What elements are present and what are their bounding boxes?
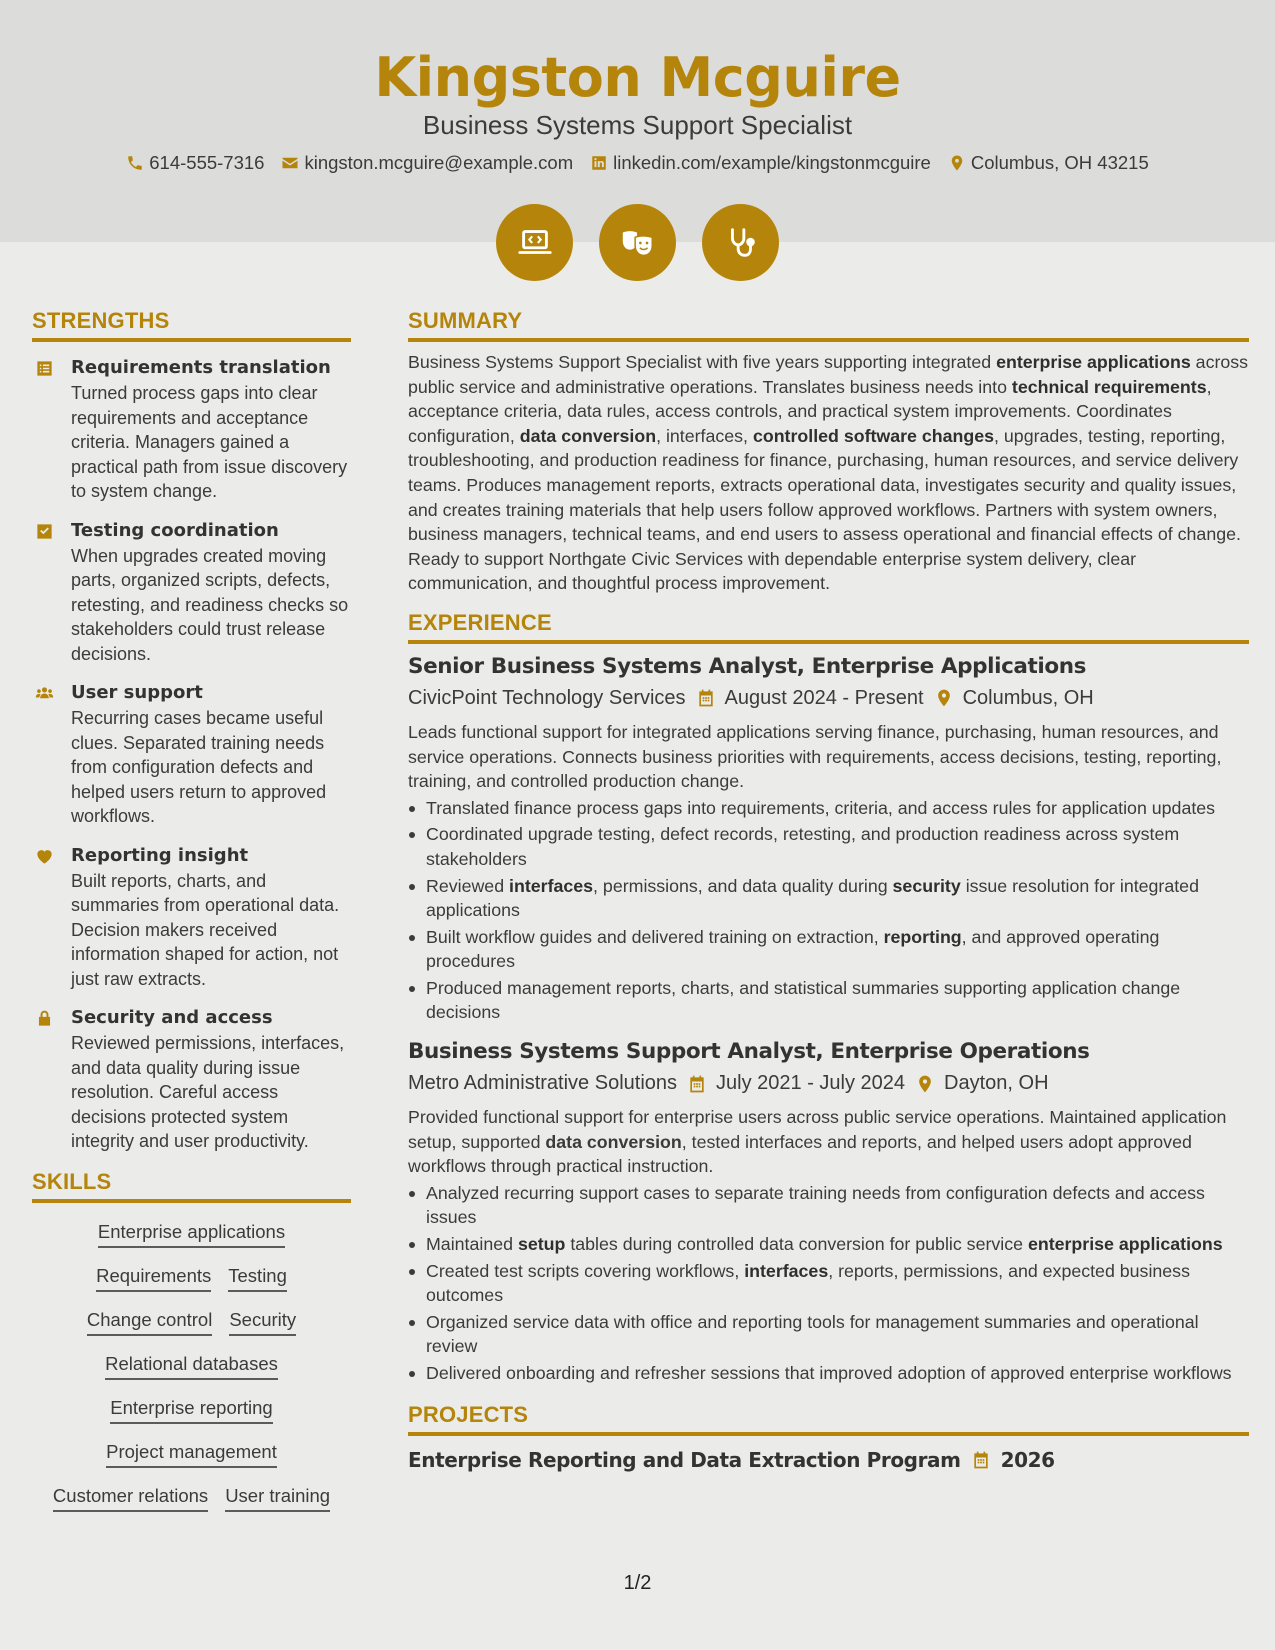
text-segment: Translated finance process gaps into requirements, criteria, and access rules for application updates <box>426 797 1216 818</box>
strength-item <box>32 844 351 992</box>
laptop-code-badge <box>496 204 573 281</box>
summary-heading: SUMMARY <box>408 308 1249 342</box>
text-segment: issue resolution for integrated applications <box>426 875 1199 921</box>
job-position: Senior Business Systems Analyst, Enterprise Applications <box>408 653 1087 679</box>
text-segment: , reports, permissions, and expected business outcomes <box>426 1260 1190 1306</box>
bold-keyword: interfaces <box>509 875 594 896</box>
left-column <box>32 308 351 1529</box>
text-segment: Produced management reports, charts, and statistical summaries supporting application change decisions <box>426 977 1181 1023</box>
job-position: Business Systems Support Analyst, Enterprise Operations <box>408 1039 1090 1065</box>
strength-title: User support <box>71 682 203 703</box>
theater-masks-icon <box>619 224 657 262</box>
text-segment: tables during controlled data conversion for public service <box>565 1234 1028 1255</box>
text-segment: Reviewed <box>426 875 510 896</box>
text-segment: Provided functional support for enterprise users across public service operations. Maintained application setup, supported <box>408 1107 1227 1152</box>
strengths-heading: STRENGTHS <box>32 308 351 342</box>
bold-keyword: security <box>892 875 961 896</box>
job-bullet <box>408 1181 1249 1230</box>
contact-bar <box>0 152 1275 174</box>
contact-email[interactable] <box>281 152 573 174</box>
skills-heading: SKILLS <box>32 1169 351 1203</box>
text-segment: , tested interfaces and reports, and helped users adopt approved workflows through practical instruction. <box>408 1131 1192 1177</box>
skill-tag: Customer relations <box>53 1485 208 1512</box>
skill-tag: Testing <box>228 1265 287 1292</box>
experience-heading: EXPERIENCE <box>408 610 1249 644</box>
job-bullet <box>408 822 1249 871</box>
text-segment: Leads functional support for integrated applications serving finance, purchasing, human resources, and service operations. Connects business priorities with requirements, access decisions, testing, reporting, training, and controlled production change. <box>408 721 1222 792</box>
job-entry <box>408 1039 1249 1386</box>
calendar-icon <box>971 1450 991 1470</box>
lock-icon <box>35 1009 54 1028</box>
skill-tag: Requirements <box>96 1265 211 1292</box>
contact-location-text: Columbus, OH 43215 <box>970 152 1149 173</box>
job-bullet <box>408 1232 1249 1257</box>
bold-keyword: enterprise applications <box>1027 1234 1223 1255</box>
bold-keyword: reporting <box>883 926 962 947</box>
project-year: 2026 <box>1000 1447 1055 1472</box>
candidate-name: Kingston Mcguire <box>374 46 901 109</box>
job-entry <box>408 654 1249 1025</box>
contact-linkedin[interactable] <box>590 152 931 174</box>
text-segment: Analyzed recurring support cases to separate training needs from configuration defects and access issues <box>426 1182 1205 1228</box>
laptop-code-icon <box>516 224 554 262</box>
text-segment: , and approved operating procedures <box>426 926 1160 972</box>
job-location: Columbus, OH <box>962 686 1094 709</box>
envelope-icon <box>281 154 299 172</box>
job-meta <box>408 1072 1249 1095</box>
job-dates: August 2024 - Present <box>724 686 924 709</box>
users-icon <box>33 684 56 703</box>
skill-tag: Change control <box>87 1309 212 1336</box>
job-bullet <box>408 1259 1249 1308</box>
strength-item <box>32 681 351 829</box>
strength-item <box>32 1006 351 1154</box>
strength-desc: Built reports, charts, and summaries from operational data. Decision makers received information shaped for action, not just raw extracts. <box>71 870 340 989</box>
list-icon <box>35 359 54 378</box>
contact-email-text: kingston.mcguire@example.com <box>304 152 574 173</box>
job-bullets <box>408 1181 1249 1386</box>
projects-heading: PROJECTS <box>408 1402 1249 1436</box>
skills-list <box>32 1221 351 1512</box>
skill-tag: Project management <box>106 1441 277 1468</box>
strength-title: Requirements translation <box>71 357 331 378</box>
text-segment: Built workflow guides and delivered training on extraction, <box>426 926 884 947</box>
job-company: CivicPoint Technology Services <box>408 686 686 709</box>
strength-item <box>32 356 351 504</box>
calendar-icon <box>696 688 716 708</box>
job-bullet <box>408 976 1249 1025</box>
contact-phone[interactable] <box>126 152 264 174</box>
text-segment: across public service and administrative operations. Translates business needs into <box>408 352 1249 397</box>
job-bullets <box>408 796 1249 1025</box>
strength-title: Testing coordination <box>71 519 279 541</box>
skill-tag: Relational databases <box>105 1353 278 1380</box>
contact-linkedin-text: linkedin.com/example/kingstonmcguire <box>613 152 931 173</box>
job-dates: July 2021 - July 2024 <box>716 1072 906 1095</box>
strengths-list <box>32 356 351 1154</box>
text-segment: Maintained <box>426 1234 518 1255</box>
page-indicator: 1/2 <box>623 1572 652 1594</box>
linkedin-icon <box>590 154 608 172</box>
job-bullet <box>408 1361 1249 1386</box>
text-segment: Created test scripts covering workflows, <box>426 1260 745 1281</box>
text-segment: Organized service data with office and reporting tools for management summaries and operational review <box>426 1311 1199 1357</box>
phone-icon <box>126 154 144 172</box>
bold-keyword: interfaces <box>744 1260 829 1281</box>
theater-masks-badge <box>599 204 676 281</box>
bold-keyword: setup <box>517 1234 566 1255</box>
text-segment: , upgrades, testing, reporting, troubleshooting, and production readiness for finance, purchasing, human resources, and service delivery teams. Produces management reports, extracts operational data, investigates security and quality issues, and creates training materials that help users follow approved workflows. Partners with system owners, business managers, technical teams, and end users to assess operational and financial effects of change. Ready to support Northgate Civic Services with dependable enterprise system delivery, clear communication, and thoughtful process improvement. <box>408 425 1241 594</box>
skill-tag: User training <box>225 1485 330 1512</box>
project-entry <box>408 1448 1249 1472</box>
job-company: Metro Administrative Solutions <box>408 1072 678 1095</box>
strength-desc: Reviewed permissions, interfaces, and data quality during issue resolution. Careful access decisions protected system integrity and user productivity. <box>71 1033 345 1151</box>
job-description <box>408 720 1249 794</box>
job-bullet <box>408 874 1249 923</box>
skill-tag: Enterprise applications <box>98 1221 285 1248</box>
contact-location <box>948 152 1149 174</box>
bold-keyword: technical requirements <box>1011 376 1207 397</box>
job-bullet <box>408 1310 1249 1359</box>
text-segment: Business Systems Support Specialist with five years supporting integrated <box>408 352 997 372</box>
strength-desc: Turned process gaps into clear requirements and acceptance criteria. Managers gained a practical path from issue discovery to system change. <box>71 383 348 501</box>
bold-keyword: data conversion <box>519 425 657 446</box>
job-bullet <box>408 796 1249 821</box>
map-pin-icon <box>948 154 966 172</box>
stethoscope-badge <box>702 204 779 281</box>
right-column <box>408 308 1249 1472</box>
skill-tag: Security <box>229 1309 296 1336</box>
interest-badges <box>0 204 1275 281</box>
stethoscope-icon <box>722 224 760 262</box>
strength-title: Security and access <box>71 1007 273 1028</box>
contact-phone-text: 614-555-7316 <box>149 152 265 173</box>
text-segment: , permissions, and data quality during <box>593 875 893 896</box>
project-title: Enterprise Reporting and Data Extraction Program <box>408 1447 961 1472</box>
text-segment: Coordinated upgrade testing, defect records, retesting, and production readiness across system stakeholders <box>426 824 1180 869</box>
text-segment: Delivered onboarding and refresher sessions that improved adoption of approved enterprise workflows <box>426 1363 1232 1383</box>
bold-keyword: data conversion <box>545 1131 682 1152</box>
job-meta <box>408 687 1249 710</box>
strength-desc: When upgrades created moving parts, organized scripts, defects, retesting, and readiness checks so stakeholders could trust release decisions. <box>71 545 349 664</box>
strength-item <box>32 519 351 667</box>
bold-keyword: controlled software changes <box>752 425 995 446</box>
checkbox-icon <box>35 522 54 541</box>
strength-desc: Recurring cases became useful clues. Separated training needs from configuration defects and helped users return to approved workflows. <box>71 708 327 826</box>
job-description <box>408 1105 1249 1179</box>
heart-icon <box>35 847 54 866</box>
text-segment: , acceptance criteria, data rules, access controls, and practical system improvements. Coordinates configuration, <box>408 376 1212 446</box>
skill-tag: Enterprise reporting <box>110 1397 272 1424</box>
map-pin-icon <box>915 1074 935 1094</box>
strength-title: Reporting insight <box>71 844 249 866</box>
job-title: Business Systems Support Specialist <box>422 110 853 140</box>
summary-text <box>408 350 1249 596</box>
job-location: Dayton, OH <box>944 1072 1049 1095</box>
job-bullet <box>408 925 1249 974</box>
map-pin-icon <box>934 688 954 708</box>
text-segment: , interfaces, <box>656 425 753 446</box>
bold-keyword: enterprise applications <box>996 352 1191 372</box>
calendar-icon <box>687 1074 707 1094</box>
